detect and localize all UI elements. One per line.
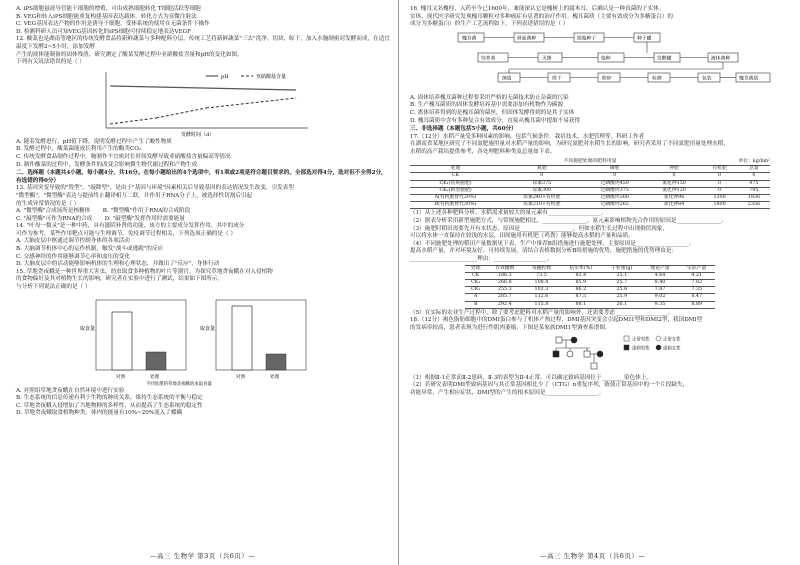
q15-option-c: C. 草地贪夜蛾入侵增加了当地物种的多样性，从而提高了生态系统的稳定性	[16, 402, 203, 409]
flow-node: 摇瓶种子	[577, 36, 597, 42]
flow-node: 槐耳菌质	[739, 76, 759, 82]
flow-node: 液体菌种	[711, 56, 731, 62]
table-cell: 1800	[701, 202, 737, 209]
table-cell: 102.3	[523, 287, 560, 294]
q17-part: （5）在实际的农业生产过程中，除了要考虑肥料对水稻产量的影响外，还需要考虑___________________。	[410, 309, 674, 316]
y-axis-label: 取食量	[80, 325, 96, 332]
table-cell: 尿素375	[501, 180, 583, 187]
legend-label: 正常女性	[663, 337, 681, 342]
q14-option-c: C. 交感神经的作用能够调节心率和血压的变化	[16, 253, 130, 260]
table-header-row	[410, 166, 770, 173]
q14-stem: 14. "叶母一数灵"是一种中药，具有滋阴补肾的功能，该方的主要成分发挥作用，其中的成分	[16, 223, 245, 230]
table-header: 每穗粒数	[523, 265, 560, 272]
group-label-treatment: 处理	[150, 374, 160, 380]
table-cell: 氯化钾120	[647, 187, 702, 194]
table-cell: 0	[501, 173, 583, 180]
q12-stem: 12. 酸菜也是湖南等地区的传统发酵食品将新鲜蔬菜与多种配料分层，传统工艺将新鲜蔬菜"三去"洗净、切块、晾干，加入水腌制密封发酵而成，在适宜温度下发酵2~5小时，添加发酵	[16, 36, 390, 50]
q16-stem: 实体，现代医学研究发现槐耳颗粒对多种癌症有显著的治疗作用。槐耳菌质（主要有效成分为多糖蛋白）的	[410, 13, 673, 20]
yield-table	[465, 265, 715, 309]
table-row	[465, 294, 715, 301]
bar-panel-left	[96, 300, 186, 370]
q12-stem: 下列有关说法错误的是（ ）	[16, 59, 85, 66]
q17-part: （1）从上述各种肥料分析，水稻需求量较大的量元素有___________________。	[410, 210, 607, 217]
page-footer-left: —高三 生物学 第3页（共6页）—	[150, 552, 256, 560]
q18-part: （1）根据Ⅱ-1正常而Ⅱ-2患病，Ⅱ-3的表型为Ⅱ-4正常，可以确定致病基因位于________染色体上。	[410, 374, 652, 381]
table-cell: 186.3	[486, 272, 523, 279]
table-cell: 0	[738, 173, 770, 180]
legend-ph: pH	[221, 73, 229, 80]
table-cell: 7.35	[678, 287, 715, 294]
table-cell: 过磷酸钙375	[583, 187, 647, 194]
q13-option-a: A. "微型酶"合成场所是核糖体	[16, 208, 91, 215]
table-header-row	[465, 265, 715, 272]
flow-node: 培养基	[481, 56, 496, 62]
table-row	[410, 202, 770, 209]
table-cell: 266.8	[486, 279, 523, 286]
table-cell: 115.8	[523, 301, 560, 308]
table-cell: 9.35	[642, 301, 679, 308]
table-row	[410, 187, 770, 194]
q18-part: （2）若研究表明DMI型致病基因与其正常基因相比少了（CTG）n重复序列，致使正常基因中的一个片段缺失，	[410, 382, 689, 389]
table-header: 氮肥	[501, 166, 583, 173]
q11-option-b: B. VEG和转入iPS细胞能重复构建基因表达载体，转化方式为显微注射法	[16, 13, 197, 20]
flow-node: 发酵罐	[657, 56, 672, 62]
table-cell: 过磷酸钙262	[583, 202, 647, 209]
q15-option-b: B. 生态系统的信息传递有利于生物的种间关系，维持生态系统的平衡与稳定	[16, 395, 203, 402]
q15-stem: 与分析下列说法正确的是（ ）	[16, 284, 91, 291]
table-header: 结实率(%)	[560, 265, 602, 272]
section-three-heading: 三、非选择题（本题包括5小题，共60分）	[410, 126, 517, 133]
table-cell: A	[465, 294, 486, 301]
table-cell: 112.6	[523, 294, 560, 301]
table-cell: 25.6	[602, 287, 642, 294]
q17-part: ________________________理由：___________________。	[410, 255, 553, 262]
chart-caption: 不同处理的草地贪夜蛾幼虫取食量	[146, 381, 212, 386]
table-header: 磷肥	[583, 166, 647, 173]
table-cell: 过磷酸钙300	[583, 194, 647, 201]
yield-table-block	[465, 265, 715, 309]
table-cell: 尿素210+有机肥	[501, 202, 583, 209]
flow-node: 槐耳菌	[462, 36, 477, 42]
table-caption: 不同施肥处理的肥料用量	[563, 158, 617, 164]
table-row	[465, 272, 715, 279]
table-row	[465, 287, 715, 294]
table-cell: 795	[738, 187, 770, 194]
q15-bar-chart	[76, 294, 336, 386]
q17-stem: 水稻的高产栽培提供参考，各处理肥料种类及总量如下表。	[410, 148, 556, 155]
flow-node: 检测	[652, 76, 662, 82]
table-cell: 26.1	[602, 301, 642, 308]
q13-stem: 13. 基因突变导致的"毁型"，"敲降型"，是由于"基因与环境"因素相关后导致基因的表达情况发生改变，引发表型	[16, 185, 294, 192]
q12-stem: 产生的液体能制备的固体残渣，研究测定了酸菜发酵过程中亚硝酸盐含量和pH的变化如图。	[16, 51, 243, 58]
table-cell: 25.9	[602, 294, 642, 301]
pedigree-diagram	[550, 334, 690, 374]
table-cell: 73.5	[523, 272, 560, 279]
table-header: 处理	[465, 265, 486, 272]
q14-option-b: B. 大脑调节机体中心的运作机制，触发"战斗或逃跑"的反应	[16, 246, 164, 253]
flow-node: 菌质	[502, 76, 512, 82]
table-cell: CK₂(新型施肥)	[410, 187, 501, 194]
q13-stem: "微型酶"，"微型酶"表达与提前终止翻译相互二联，并作用于RNA分子上，被选择性切割后引起	[16, 192, 253, 199]
q15-stem: 15. 草地贪夜蛾是一种世界重大害虫，幼虫取食多种植物的叶片等器官。为探究草地贪夜蛾在对入侵植物	[16, 268, 273, 275]
q16-process-flowchart	[418, 31, 778, 93]
q17-part: （3）施肥时稻田需要先开有水状态，原因是___________________，但如水稻生长过程中出现倒伏现象，	[410, 225, 669, 232]
table-cell: B	[465, 301, 486, 308]
table-cell: A(有机肥替代20%)	[410, 194, 501, 201]
q16-option-a: A. 固体培养槐耳菌种过程要采用严格的无菌技术防止杂菌的污染	[410, 94, 569, 101]
flow-node: 包装	[702, 76, 712, 82]
flow-node: 斜面菌种	[517, 36, 537, 42]
table-cell: 0	[701, 187, 737, 194]
table-cell: CK₁(常规施肥)	[410, 180, 501, 187]
q12-option-a: A. 随着发酵进行，pH值下降，说明发酵过程中产生了酸性物质	[16, 138, 172, 145]
table-cell: 1836	[738, 194, 770, 201]
page-footer-right: —高三 生物学 第4页（共6页）—	[540, 552, 646, 560]
table-cell: 0	[701, 173, 737, 180]
bar-control	[232, 306, 252, 370]
q11-option-a: A. iPS细胞悬液导管能干细胞的增殖，可由成熟细胞转化 T细胞活跃等细胞	[16, 6, 201, 12]
q15-stem: 的食物偏好及其对植物生长的影响，研究者在实验中进行了测试，结果如下图所示。	[16, 276, 223, 283]
table-cell: 尿素240+有机肥	[501, 194, 583, 201]
table-cell: 尿素300	[501, 187, 583, 194]
q12-line-chart	[86, 68, 316, 138]
table-cell: 108.4	[523, 279, 560, 286]
table-cell: 8.89	[678, 301, 715, 308]
flow-node: 灭菌	[542, 56, 552, 62]
q13-option-b: B. "微型酶"作用于RNA的合成阶段	[102, 208, 191, 215]
table-cell: 2356	[738, 202, 770, 209]
legend-label: 患病男性	[632, 346, 650, 351]
x-axis-label: 发酵时间（d）	[181, 131, 215, 138]
table-header: 处理	[410, 166, 501, 173]
fertilizer-table	[410, 165, 770, 209]
bar-treatment	[146, 352, 166, 370]
page-divider	[398, 0, 399, 565]
table-cell: 88.1	[560, 301, 602, 308]
q14-stem: 可作为参考，某些作用靶点可能与生理调节、免疫调节过程相关，下列选项正确的是（ ）	[16, 230, 236, 237]
table-cell: 292.4	[486, 301, 523, 308]
table-header: 理论产量	[642, 265, 679, 272]
flow-node: 接种	[601, 56, 611, 62]
table-cell: B(有机肥替代30%)	[410, 202, 501, 209]
legend-nitrite: 亚硝酸盐含量	[256, 73, 287, 80]
table-header: 有机肥	[701, 166, 737, 173]
q17-stem: 17.（12分）水稻产量受多种因素的影响，包括气候条件、栽培技术、水肥管理等。科研工作者	[410, 133, 645, 140]
group-label-treatment: 处理	[270, 374, 280, 380]
fertilizer-table-block	[410, 158, 786, 210]
table-header: 千粒重(g)	[602, 265, 642, 272]
table-header: 钾肥	[647, 166, 702, 173]
table-row	[410, 194, 770, 201]
table-row	[410, 180, 770, 187]
q17-part: 提高水稻产量，并对环境友好、可持续发展，请结合表格数据分析B组措施的优势，施肥措施的优势理由是：	[410, 248, 678, 255]
table-cell: CK₁	[465, 279, 486, 286]
table-header: 实际产量	[678, 265, 715, 272]
table-cell: 87.5	[560, 294, 602, 301]
table-cell: 255.3	[486, 287, 523, 294]
table-cell: 82.4	[560, 272, 602, 279]
table-cell: 8.40	[642, 279, 679, 286]
flow-node: 烘干	[552, 76, 562, 82]
table-unit: 单位：kg/hm²	[738, 158, 770, 164]
table-cell: 8.47	[678, 294, 715, 301]
q17-part: 可以将水体一直保持在较浅的水层，田间施用有机肥（鸡粪）能够提高水稻的产量和品质，	[410, 233, 634, 240]
q15-option-a: A. 对照组草地贪夜蛾在自然环境中进行实验	[16, 387, 125, 394]
legend-label: 患病女性	[663, 346, 681, 351]
table-cell: 过磷酸钙450	[583, 180, 647, 187]
table-cell: 7.87	[642, 287, 679, 294]
table-row	[410, 173, 770, 180]
q13-stem: 的生成异常情况的是（ ）	[16, 200, 80, 207]
table-cell: 85.9	[560, 279, 602, 286]
bar-panel-right	[216, 300, 306, 370]
table-row	[465, 301, 715, 308]
legend-label: 正常男性	[632, 337, 650, 342]
q18-part: 功能异常，产生相应症状，DMI型的产生的根本原因是___________________。	[410, 389, 605, 396]
table-cell: 1200	[701, 194, 737, 201]
table-cell: 4.21	[678, 272, 715, 279]
table-cell: CK	[465, 272, 486, 279]
q16-stem: 成分为多糖蛋白）的生产工艺流程如下，下列表述错误的是（ ）	[410, 21, 569, 28]
q16-option-b: B. 生产槐耳菌质的固体发酵培养基中需要添加有机物作为碳源	[410, 102, 564, 109]
q17-part: （4）不同施肥处理的稻田产量数据见下表，生产中推荐B组措施进行施肥处理，主要原因是___________________。	[410, 240, 695, 247]
table-cell: 25.7	[602, 279, 642, 286]
table-cell: 9.02	[642, 294, 679, 301]
table-cell: CK₂	[465, 287, 486, 294]
q16-option-c: C. 离体培养得到的是槐耳菌的菌丝，但固体发酵得到的是其子实体	[410, 109, 575, 116]
q16-stem: 16. 槐耳又名槐栓，入药至今已1600年，兼能深认它是槐树上的腐木耳，后确认是一种真菌的子实体。	[410, 6, 665, 12]
q17-stem: 在湖南省某地区研究了不同氮肥施用量对水稻产量的影响，为研究氮肥对水稻生长的影响，研究者采用了不同氮肥用量处理水稻，	[410, 141, 729, 148]
table-cell: 4.64	[642, 272, 679, 279]
table-cell: 氯化钾150	[647, 180, 702, 187]
table-cell: 975	[738, 180, 770, 187]
table-cell: 氯化钾96	[647, 194, 702, 201]
table-cell: 25.1	[602, 272, 642, 279]
y-axis-label: 取食量	[200, 325, 216, 332]
q14-option-a: A. 大脑皮层中枢通过调节控制身体的各项活动	[16, 238, 130, 245]
table-cell: 285.7	[486, 294, 523, 301]
bar-control	[112, 312, 132, 370]
q15-option-d: D. 草地贪夜蛾取食植物种类，体内的能量有10%~20%流入了蝶螨	[16, 410, 183, 417]
q12-option-c: C. 传统发酵食品制作过程中，腌制作不宜密封长时间发酵导致亚硝酸盐含量偏高等情况	[16, 153, 231, 160]
flow-node: 粉碎	[602, 76, 612, 82]
table-cell: 氯化钾84	[647, 202, 702, 209]
section-two-heading: 二、选择题（本题共4小题，每小题4分，共16分。在每小题给出的4个选项中，有1项或2项是符合题目要求的。全部选对得4分，选对但不全得2分，有选错的得0分）	[16, 170, 387, 184]
q17-part: （2）据表分析采用新型施肥方式，与常规施肥相比，________________，氮元素影响植物光合作用的原因是________________。	[410, 217, 727, 224]
q13-options	[16, 208, 392, 216]
table-header: 总量	[738, 166, 770, 173]
left-page	[16, 6, 392, 418]
q18-stem: 的发病率较高，患者表现为进行性肌肉萎缩，下图是某家族DMI1型调查系谱图。	[410, 324, 611, 331]
q13-option-d: D. "敲型酶"发挥作用时需要能量	[104, 215, 185, 222]
q11-option-d: D. 检测科研人员可知VEG基因转化的iPS细胞可持续稳定地表达VEGF	[16, 28, 191, 35]
table-header: 有效穗数	[486, 265, 523, 272]
q12-option-b: B. 发酵过程中，酸菜菌能成长利用产生的酶类CO₂	[16, 146, 142, 153]
q18-stem: 18.（12分）褐色脂肪细胞中的DMI蛋白参与了机体产热过程，DMI基因突变会引起DMI1型和DMI2型，我国DMI型	[410, 317, 703, 324]
group-label-control: 对照	[236, 374, 246, 380]
table-cell: 0	[647, 173, 702, 180]
table-cell: 86.2	[560, 287, 602, 294]
q13-option-c: C. "敲型酶"可作为RNA的合成	[16, 215, 93, 222]
table-cell: CK	[410, 173, 501, 180]
q11-option-c: C. VEG基因表达产物的作用是诱导干细胞，受体系统的使用在无菌条件下操作	[16, 21, 210, 28]
table-cell: 0	[701, 180, 737, 187]
table-cell: 7.82	[678, 279, 715, 286]
q16-option-d: D. 槐耳菌质中含有多种复合有效成分，直接从槐耳菌中提取不易获得	[410, 117, 581, 124]
table-cell: 0	[583, 173, 647, 180]
q14-option-d: D. 大脑皮层中的活动能够影响机体的生理和心理状态，并做出了"反应"，身体行动	[16, 261, 220, 268]
table-row	[465, 279, 715, 286]
flow-node: 种子罐	[637, 36, 652, 42]
right-page	[410, 6, 786, 397]
bar-treatment	[266, 354, 286, 370]
group-label-control: 对照	[116, 374, 126, 380]
q12-option-d: D. 制作酸菜的过程中，发酵条件的改变会影响微生物代谢过程和产物生成	[16, 161, 198, 168]
